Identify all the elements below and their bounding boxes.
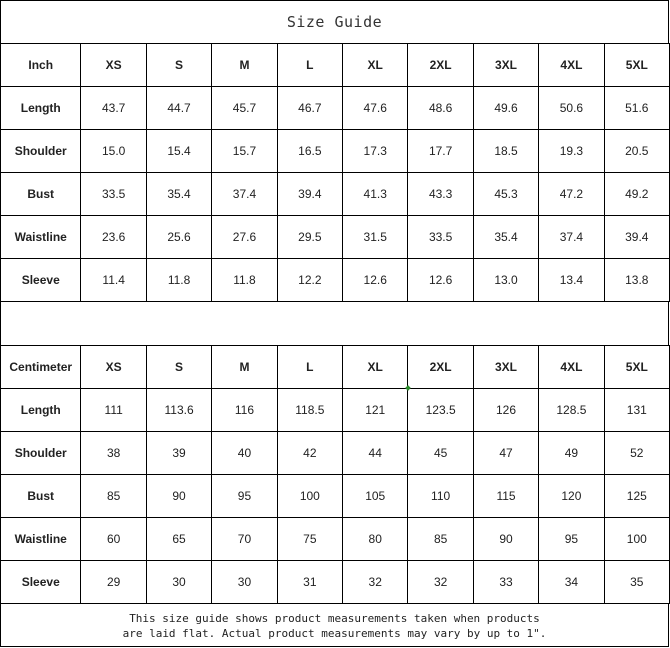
size-header-4xl: 4XL — [539, 346, 604, 389]
measurement-cell: 48.6 — [408, 87, 473, 130]
measurement-cell: 75 — [277, 518, 342, 561]
measurement-cell: 44 — [343, 432, 408, 475]
table-row — [1, 87, 670, 130]
measurement-cell: 11.4 — [81, 259, 146, 302]
measurement-cell: 13.4 — [539, 259, 604, 302]
measurement-cell: 29 — [81, 561, 146, 604]
measurement-cell: 123.5 — [408, 389, 473, 432]
table-row — [1, 216, 670, 259]
measurement-cell: 12.2 — [277, 259, 342, 302]
measurement-cell: 39 — [146, 432, 211, 475]
size-header-3xl: 3XL — [473, 346, 538, 389]
measurement-cell: 17.7 — [408, 130, 473, 173]
measurement-cell: 120 — [539, 475, 604, 518]
measurement-cell: 60 — [81, 518, 146, 561]
measurement-cell: 100 — [277, 475, 342, 518]
measurement-cell: 35.4 — [146, 173, 211, 216]
header-row — [1, 346, 670, 389]
table-row — [1, 173, 670, 216]
measurement-cell: 126 — [473, 389, 538, 432]
row-label-bust: Bust — [1, 475, 81, 518]
measurement-cell: 15.0 — [81, 130, 146, 173]
row-label-length: Length — [1, 389, 81, 432]
header-row — [1, 44, 670, 87]
measurement-cell: 34 — [539, 561, 604, 604]
measurement-cell: 45.7 — [212, 87, 277, 130]
measurement-cell: 115 — [473, 475, 538, 518]
measurement-cell: 37.4 — [539, 216, 604, 259]
measurement-cell: 37.4 — [212, 173, 277, 216]
measurement-cell: 38 — [81, 432, 146, 475]
measurement-cell: 15.7 — [212, 130, 277, 173]
measurement-cell: 90 — [146, 475, 211, 518]
table-row — [1, 389, 670, 432]
measurement-cell: 44.7 — [146, 87, 211, 130]
size-guide-title: Size Guide — [0, 0, 669, 43]
measurement-cell: 125 — [604, 475, 669, 518]
centimeter-size-table — [0, 345, 670, 604]
measurement-cell: 95 — [539, 518, 604, 561]
inch-size-table — [0, 43, 670, 302]
measurement-cell: 32 — [343, 561, 408, 604]
note-line-2: are laid flat. Actual product measurements may vary by up to 1". — [122, 627, 547, 640]
measurement-cell: 50.6 — [539, 87, 604, 130]
measurement-cell: 15.4 — [146, 130, 211, 173]
measurement-cell: 31.5 — [343, 216, 408, 259]
measurement-cell: 49 — [539, 432, 604, 475]
measurement-cell: 42 — [277, 432, 342, 475]
measurement-cell: 33.5 — [81, 173, 146, 216]
measurement-cell: 25.6 — [146, 216, 211, 259]
size-header-xs: XS — [81, 346, 146, 389]
measurement-cell: 35.4 — [473, 216, 538, 259]
row-label-sleeve: Sleeve — [1, 561, 81, 604]
measurement-cell: 70 — [212, 518, 277, 561]
measurement-cell: 47 — [473, 432, 538, 475]
measurement-cell: 49.6 — [473, 87, 538, 130]
row-label-length: Length — [1, 87, 81, 130]
measurement-cell: 12.6 — [343, 259, 408, 302]
table-row — [1, 130, 670, 173]
measurement-cell: 17.3 — [343, 130, 408, 173]
measurement-cell: 51.6 — [604, 87, 669, 130]
row-label-shoulder: Shoulder — [1, 432, 81, 475]
measurement-cell: 45 — [408, 432, 473, 475]
size-header-xs: XS — [81, 44, 146, 87]
unit-label: Centimeter — [1, 346, 81, 389]
table-row — [1, 475, 670, 518]
measurement-cell: 29.5 — [277, 216, 342, 259]
measurement-cell: 47.6 — [343, 87, 408, 130]
row-label-sleeve: Sleeve — [1, 259, 81, 302]
size-header-4xl: 4XL — [539, 44, 604, 87]
measurement-cell: 46.7 — [277, 87, 342, 130]
size-header-m: M — [212, 44, 277, 87]
measurement-cell: 23.6 — [81, 216, 146, 259]
measurement-cell: 116 — [212, 389, 277, 432]
measurement-cell: 20.5 — [604, 130, 669, 173]
size-header-2xl: 2XL — [408, 44, 473, 87]
measurement-cell: 121 — [343, 389, 408, 432]
table-spacer — [0, 302, 669, 345]
measurement-cell: 41.3 — [343, 173, 408, 216]
size-header-m: M — [212, 346, 277, 389]
size-header-l: L — [277, 44, 342, 87]
measurement-cell: 13.8 — [604, 259, 669, 302]
measurement-cell: 52 — [604, 432, 669, 475]
measurement-cell: 33.5 — [408, 216, 473, 259]
measurement-cell: 95 — [212, 475, 277, 518]
measurement-cell: 39.4 — [604, 216, 669, 259]
size-header-5xl: 5XL — [604, 44, 669, 87]
measurement-cell: 118.5 — [277, 389, 342, 432]
measurement-cell: 13.0 — [473, 259, 538, 302]
measurement-cell: 85 — [408, 518, 473, 561]
measurement-cell: 18.5 — [473, 130, 538, 173]
size-header-xl: XL — [343, 44, 408, 87]
measurement-cell: 113.6 — [146, 389, 211, 432]
measurement-note — [0, 603, 669, 647]
measurement-cell: 49.2 — [604, 173, 669, 216]
measurement-cell: 43.7 — [81, 87, 146, 130]
measurement-cell: 128.5 — [539, 389, 604, 432]
size-header-s: S — [146, 346, 211, 389]
measurement-cell: 65 — [146, 518, 211, 561]
table-row — [1, 518, 670, 561]
measurement-cell: 85 — [81, 475, 146, 518]
measurement-cell: 100 — [604, 518, 669, 561]
size-header-l: L — [277, 346, 342, 389]
measurement-cell: 33 — [473, 561, 538, 604]
measurement-cell: 43.3 — [408, 173, 473, 216]
row-label-waistline: Waistline — [1, 518, 81, 561]
table-row — [1, 561, 670, 604]
measurement-cell: 12.6 — [408, 259, 473, 302]
measurement-cell: 80 — [343, 518, 408, 561]
measurement-cell: 111 — [81, 389, 146, 432]
table-row — [1, 432, 670, 475]
size-header-5xl: 5XL — [604, 346, 669, 389]
measurement-cell: 39.4 — [277, 173, 342, 216]
size-header-2xl: 2XL — [408, 346, 473, 389]
measurement-cell: 45.3 — [473, 173, 538, 216]
measurement-cell: 16.5 — [277, 130, 342, 173]
measurement-cell: 131 — [604, 389, 669, 432]
size-header-xl: XL — [343, 346, 408, 389]
measurement-cell: 30 — [212, 561, 277, 604]
measurement-cell: 35 — [604, 561, 669, 604]
row-label-bust: Bust — [1, 173, 81, 216]
row-label-shoulder: Shoulder — [1, 130, 81, 173]
measurement-cell: 32 — [408, 561, 473, 604]
measurement-cell: 19.3 — [539, 130, 604, 173]
size-header-s: S — [146, 44, 211, 87]
size-header-3xl: 3XL — [473, 44, 538, 87]
measurement-cell: 47.2 — [539, 173, 604, 216]
table-row — [1, 259, 670, 302]
measurement-cell: 110 — [408, 475, 473, 518]
measurement-cell: 11.8 — [146, 259, 211, 302]
measurement-cell: 27.6 — [212, 216, 277, 259]
measurement-cell: 90 — [473, 518, 538, 561]
measurement-cell: 40 — [212, 432, 277, 475]
row-label-waistline: Waistline — [1, 216, 81, 259]
measurement-cell: 11.8 — [212, 259, 277, 302]
measurement-cell: 30 — [146, 561, 211, 604]
measurement-cell: 105 — [343, 475, 408, 518]
note-line-1: This size guide shows product measurements taken when products — [129, 612, 540, 625]
measurement-cell: 31 — [277, 561, 342, 604]
unit-label: Inch — [1, 44, 81, 87]
